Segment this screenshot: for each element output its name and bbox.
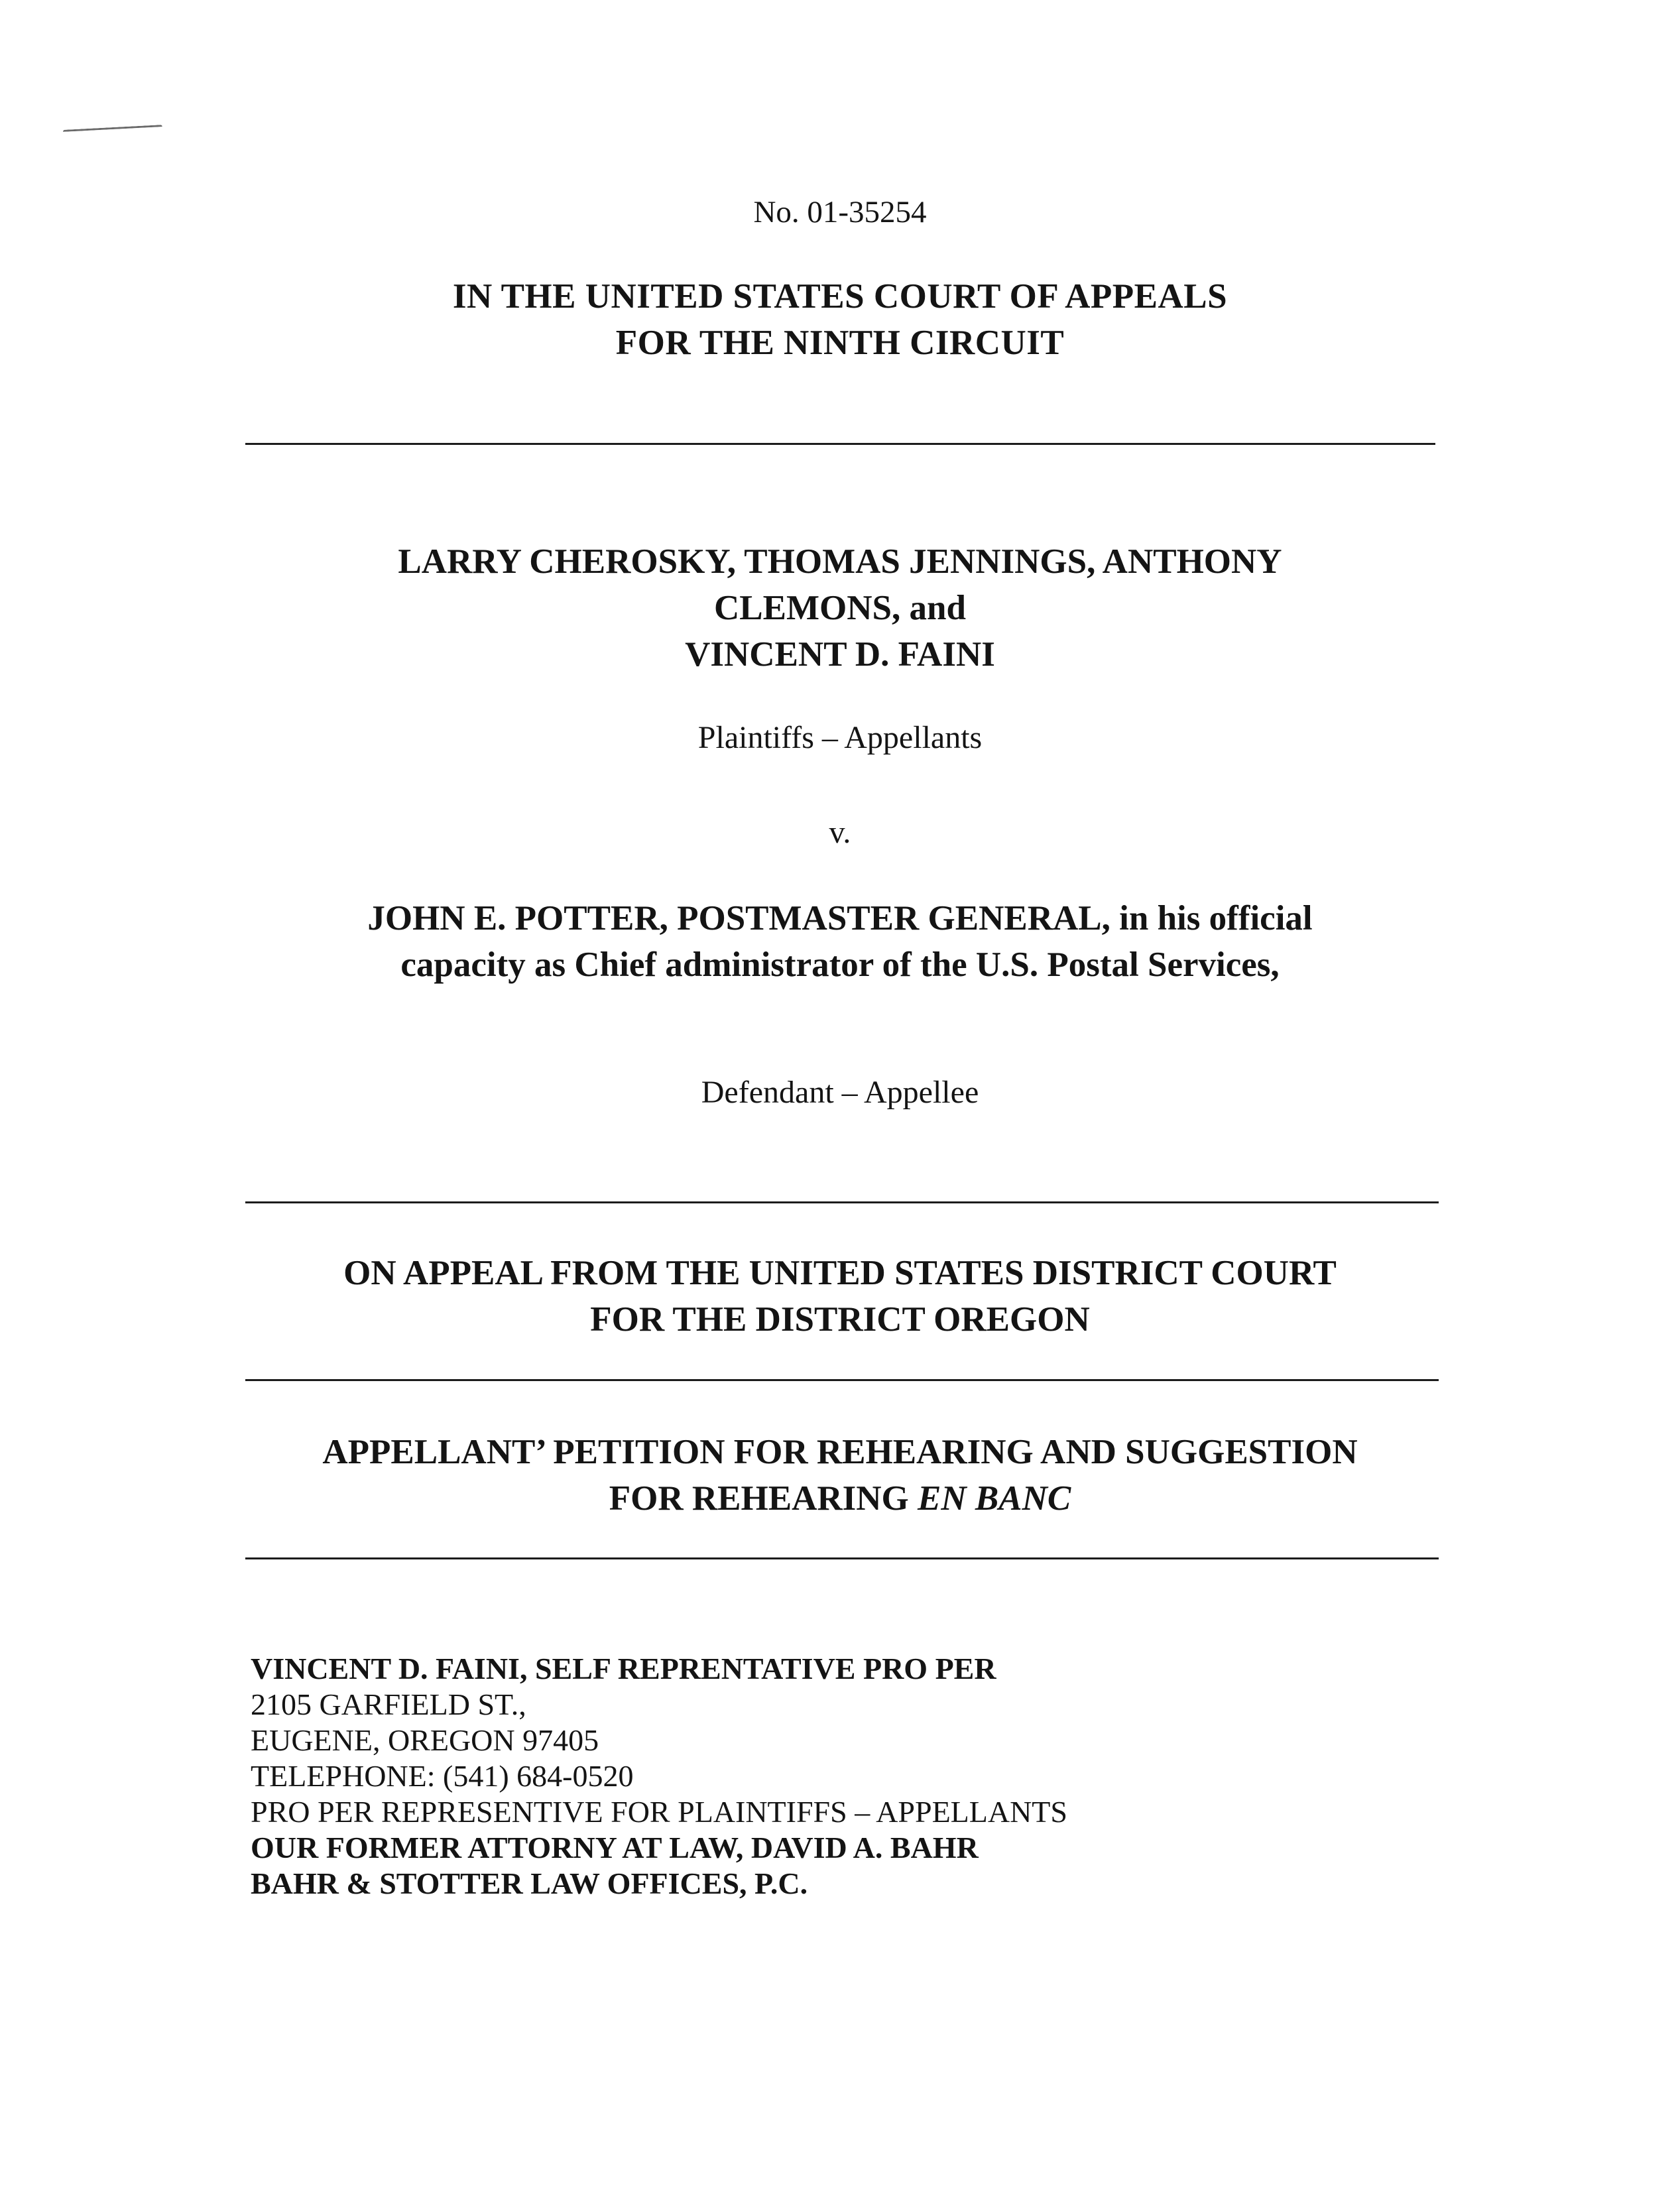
appeal-line-2: FOR THE DISTRICT OREGON (590, 1300, 1090, 1339)
defendant-role-text: Defendant – Appellee (701, 1075, 979, 1110)
versus (0, 814, 1680, 851)
counsel-block (251, 1651, 1067, 1902)
petition-line-1: APPELLANT’ PETITION FOR REHEARING AND SUGGESTION (322, 1433, 1358, 1471)
petition-line-2-prefix: FOR REHEARING (609, 1479, 918, 1518)
counsel-name: VINCENT D. FAINI, SELF REPRENTATIVE PRO PER (251, 1652, 996, 1685)
appeal-line-1: ON APPEAL FROM THE UNITED STATES DISTRICT COURT (343, 1254, 1337, 1292)
counsel-law-office: BAHR & STOTTER LAW OFFICES, P.C. (251, 1866, 808, 1900)
case-number (0, 194, 1680, 231)
plaintiffs-role (0, 719, 1680, 757)
case-number-text: No. 01-35254 (753, 195, 927, 229)
plaintiffs-line-3: VINCENT D. FAINI (685, 635, 995, 674)
appeal-heading (0, 1250, 1680, 1343)
divider-line (245, 1379, 1439, 1381)
defendant-line-2: capacity as Chief administrator of the U.S. Postal Services, (400, 945, 1280, 984)
defendant-line-1: JOHN E. POTTER, POSTMASTER GENERAL, in his official (367, 899, 1313, 938)
petition-line-2 (0, 1475, 1680, 1522)
counsel-street: 2105 GARFIELD ST., (251, 1687, 526, 1721)
divider-line (245, 1201, 1439, 1203)
divider-line (245, 443, 1435, 445)
plaintiffs-role-text: Plaintiffs – Appellants (697, 720, 983, 755)
petition-line-2-italic: EN BANC (918, 1479, 1071, 1518)
versus-text: v. (829, 815, 851, 850)
counsel-representation: PRO PER REPRESENTIVE FOR PLAINTIFFS – APPELLANTS (251, 1795, 1067, 1829)
plaintiffs-line-1: LARRY CHEROSKY, THOMAS JENNINGS, ANTHONY (398, 542, 1282, 581)
counsel-former-attorney: OUR FORMER ATTORNY AT LAW, DAVID A. BAHR (251, 1831, 979, 1864)
court-title (0, 273, 1680, 366)
defendant-role (0, 1074, 1680, 1111)
plaintiffs-line-2: CLEMONS, and (714, 589, 966, 627)
petition-heading (0, 1429, 1680, 1522)
pen-mark (63, 125, 162, 136)
counsel-telephone: TELEPHONE: (541) 684-0520 (251, 1759, 634, 1793)
court-title-line-1: IN THE UNITED STATES COURT OF APPEALS (452, 277, 1228, 316)
counsel-city: EUGENE, OREGON 97405 (251, 1723, 599, 1757)
divider-line (245, 1557, 1439, 1559)
court-title-line-2: FOR THE NINTH CIRCUIT (615, 324, 1065, 362)
defendant-name (0, 895, 1680, 988)
plaintiffs-names (0, 538, 1680, 678)
